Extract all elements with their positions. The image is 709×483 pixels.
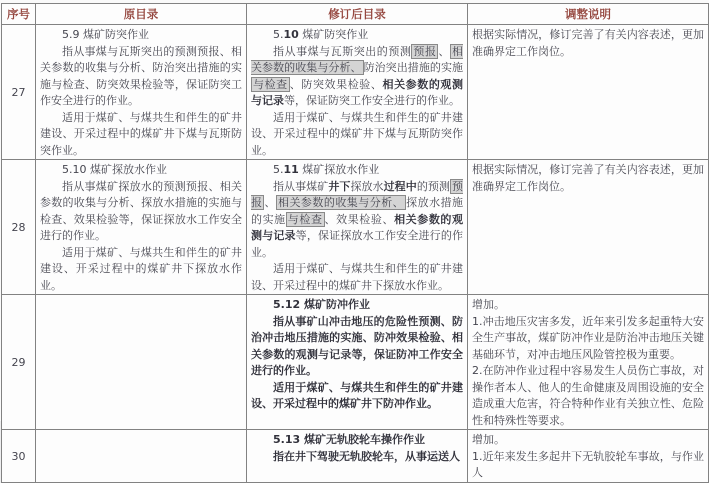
paragraph-note: 根据实际情况，修订完善了有关内容表述，更加准确界定工作岗位。: [472, 163, 704, 193]
table-row-29: [2, 295, 709, 430]
row-number: 29: [2, 295, 36, 430]
row-number: 27: [2, 25, 36, 160]
revised-catalog-cell: [247, 25, 468, 160]
adjustment-note-cell: [468, 430, 709, 483]
catalog-revision-table: [1, 3, 709, 483]
table-row-27: [2, 25, 709, 160]
paragraph-note: 增加。: [472, 298, 505, 311]
revised-catalog-cell: [247, 430, 468, 483]
paragraph-definition: 指从事煤矿井下探放水过程中的预测 预报 、 相关参数的收集与分析、 探放水措施的实施 与检查 、效果检验、相关参数的观测与记录等，保证探放水工作安全进行的作业。: [251, 179, 464, 259]
revised-catalog-cell: [247, 160, 468, 295]
paragraph-scope: 适用于煤矿、与煤共生和伴生的矿井建设、开采过程中的煤矿井下煤与瓦斯防突作业。: [251, 110, 463, 157]
adjustment-note-cell: [468, 160, 709, 295]
original-catalog-cell-empty: [36, 295, 247, 430]
paragraph-title: 5.11 煤矿探放水作业: [273, 163, 380, 176]
table-row-28: [2, 160, 709, 295]
paragraph-scope: 适用于煤矿、与煤共生和伴生的矿井建设、开采过程中的煤矿井下探放水作业。: [251, 262, 463, 292]
paragraph-note-item-1: 1.近年来发生多起井下无轨胶轮车事故，与作业人: [472, 449, 704, 479]
adjustment-note-cell: [468, 295, 709, 430]
paragraph-scope: 适用于煤矿、与煤共生和伴生的矿井建设、开采过程中的煤矿井下探放水作业。: [40, 245, 242, 292]
original-catalog-cell: [36, 25, 247, 160]
row-number: 28: [2, 160, 36, 295]
paragraph-definition: 指在井下驾驶无轨胶轮车，从事运送人: [273, 449, 460, 463]
paragraph-title: 5.10 煤矿探放水作业: [62, 163, 167, 176]
adjustment-note-cell: [468, 25, 709, 160]
row-number: 30: [2, 430, 36, 483]
paragraph-title: 5.12 煤矿防冲作业: [273, 298, 370, 311]
paragraph-scope: 适用于煤矿、与煤共生和伴生的矿井建设、开采过程中的煤矿井下煤与瓦斯防突作业。: [40, 110, 242, 157]
paragraph-note: 根据实际情况，修订完善了有关内容表述，更加准确界定工作岗位。: [472, 28, 704, 58]
column-header-adjustment-notes: 调整说明: [468, 4, 709, 25]
column-header-revised-catalog: 修订后目录: [247, 4, 468, 25]
paragraph-definition: 指从事煤与瓦斯突出的预测 预报 、 相关参数的收集与分析、 防治突出措施的实施与检查 、防突效果检验、相关参数的观测与记录等，保证防突工作安全进行的作业。: [251, 44, 464, 107]
paragraph-definition: 指从事煤与瓦斯突出的预测预报、相关参数的收集与分析、防治突出措施的实施与检查、防突效果检验等，保证防突工作安全进行的作业。: [40, 44, 242, 107]
column-header-original-catalog: 原目录: [36, 4, 247, 25]
paragraph-note-item-1: 1.冲击地压灾害多发，近年来引发多起重特大安全生产事故，煤矿防冲作业是防治冲击地压关键基础环节，对冲击地压风险管控极为重要。: [472, 314, 704, 361]
table-row-30: [2, 430, 709, 483]
paragraph-note-item-2: 2.在防冲作业过程中容易发生人员伤亡事故，对操作者本人、他人的生命健康及周围设施的安全造成重大危害，符合特种作业有关独立性、危险性和特殊性等要求。: [472, 364, 704, 427]
column-header-number: 序号: [2, 4, 36, 25]
original-catalog-cell-empty: [36, 430, 247, 483]
paragraph-definition: 指从事矿山冲击地压的危险性预测、防治冲击地压措施的实施、防冲效果检验、相关参数的观测与记录等，保证防冲工作安全进行的作业。: [251, 314, 463, 377]
paragraph-definition: 指从事煤矿探放水的预测预报、相关参数的收集与分析、探放水措施的实施与检查、效果检验等，保证探放水工作安全进行的作业。: [40, 179, 242, 242]
paragraph-title: 5.13 煤矿无轨胶轮车操作作业: [273, 433, 425, 446]
paragraph-note: 增加。: [472, 433, 505, 446]
original-catalog-cell: [36, 160, 247, 295]
paragraph-scope: 适用于煤矿、与煤共生和伴生的矿井建设、开采过程中的煤矿井下防冲作业。: [251, 380, 463, 410]
paragraph-title: 5.9 煤矿防突作业: [62, 28, 149, 41]
table-header-row: [2, 4, 709, 25]
revised-catalog-cell: [247, 295, 468, 430]
paragraph-title: 5.10 煤矿防突作业: [273, 28, 369, 41]
